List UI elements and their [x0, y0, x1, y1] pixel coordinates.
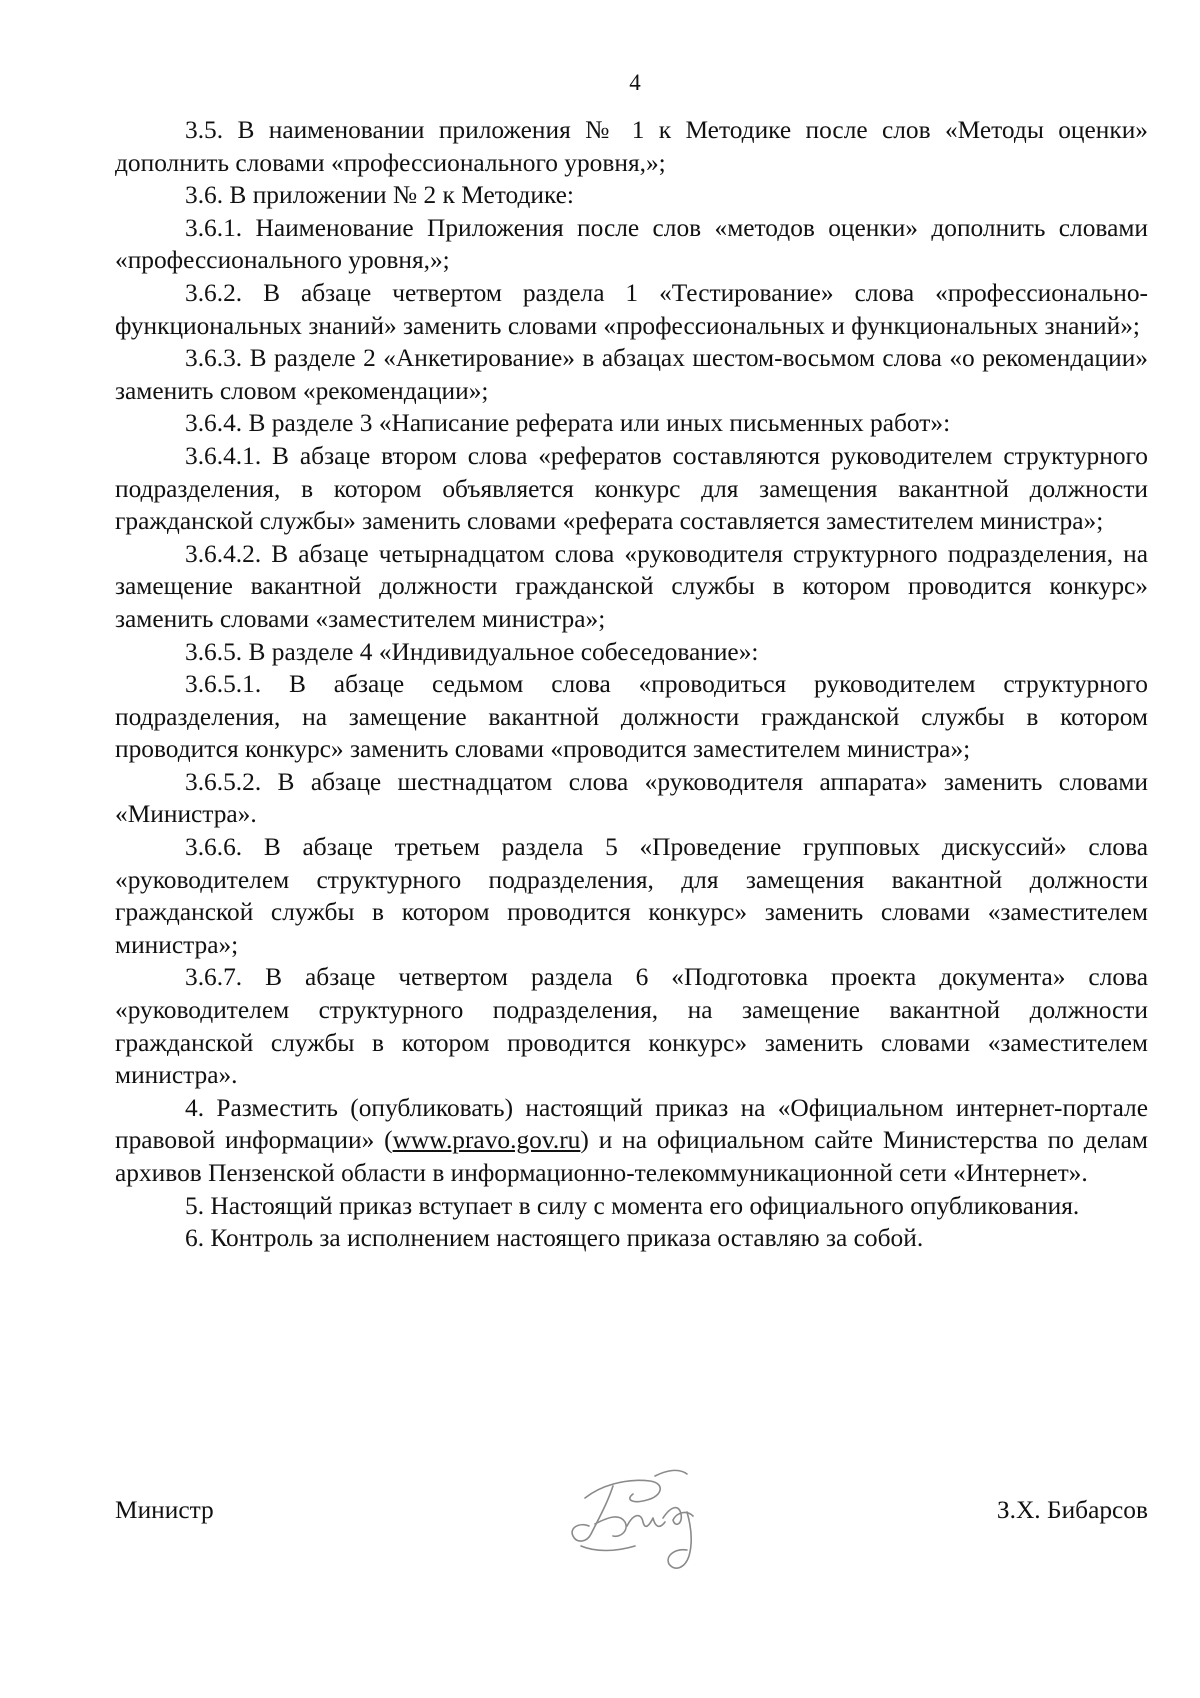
paragraph-3-6-5: 3.6.5. В разделе 4 «Индивидуальное собеседование»: [185, 637, 759, 666]
paragraph-3-6-3: 3.6.3. В разделе 2 «Анкетирование» в абзацах шестом-восьмом слова «о рекомендации» заменить словом «рекомендации»; [115, 344, 1148, 405]
paragraph-3-6-5-1: 3.6.5.1. В абзаце седьмом слова «проводиться руководителем структурного подразделения, на замещение вакантной должности гражданской службы в котором проводится конкурс» заменить словами «проводится заместителем министра»; [115, 670, 1148, 764]
paragraph-3-6-5-2: 3.6.5.2. В абзаце шестнадцатом слова «руководителя аппарата» заменить словами «Министра». [115, 767, 1148, 829]
paragraph-3-6-7: 3.6.7. В абзаце четвертом раздела 6 «Подготовка проекта документа» слова «руководителем структурного подразделения, на замещение вакантной должности гражданской службы в котором проводится конкурс» заменить словами «заместителем министра». [115, 963, 1148, 1090]
paragraph-3-6-2: 3.6.2. В абзаце четвертом раздела 1 «Тестирование» слова «профессионально-функциональных знаний» заменить словами «профессиональных и функциональных знаний»; [115, 278, 1148, 340]
document-body [115, 114, 1148, 1255]
publish-text-after: ) и на официальном сайте Министерства по делам архивов Пензенской области в информационно-телекоммуникационной сети «Интернет». [115, 1126, 1148, 1187]
signature-block [115, 1476, 1148, 1596]
paragraph-5: 5. Настоящий приказ вступает в силу с момента его официального опубликования. [185, 1191, 1080, 1220]
paragraph-3-6-4-1: 3.6.4.1. В абзаце втором слова «рефератов составляются руководителем структурного подразделения, в котором объявляется конкурс для замещения вакантной должности гражданской службы» заменить словами «реферата составляется заместителем министра»; [115, 441, 1148, 536]
pravo-link[interactable]: www.pravo.gov.ru [392, 1126, 581, 1155]
paragraph-3-6-1: 3.6.1. Наименование Приложения после слов «методов оценки» дополнить словами «профессионального уровня,»; [115, 213, 1148, 275]
page-number: 4 [629, 70, 641, 95]
paragraph-3-5: 3.5. В наименовании приложения № 1 к Методике после слов «Методы оценки» дополнить словами «профессионального уровня,»; [115, 116, 1148, 177]
paragraph-3-6-6: 3.6.6. В абзаце третьем раздела 5 «Проведение групповых дискуссий» слова «руководителем структурного подразделения, для замещения вакантной должности гражданской службы в котором проводится конкурс» заменить словами «заместителем министра»; [115, 833, 1148, 959]
paragraph-3-6: 3.6. В приложении № 2 к Методике: [185, 181, 574, 210]
signatory-position: Министр [115, 1496, 214, 1524]
paragraph-3-6-4: 3.6.4. В разделе 3 «Написание реферата или иных письменных работ»: [185, 409, 951, 438]
publish-text-before: 4. Разместить (опубликовать) настоящий приказ на «Официальном интернет-портале правовой информации» ( [115, 1093, 1148, 1155]
signatory-name: З.Х. Бибарсов [996, 1496, 1148, 1524]
handwritten-signature [555, 1456, 725, 1591]
paragraph-4-publish [115, 1092, 1148, 1190]
paragraph-3-6-4-2: 3.6.4.2. В абзаце четырнадцатом слова «руководителя структурного подразделения, на замещение вакантной должности гражданской службы в котором проводится конкурс» заменить словами «заместителем министра»; [115, 539, 1148, 633]
paragraph-6: 6. Контроль за исполнением настоящего приказа оставляю за собой. [185, 1224, 924, 1253]
